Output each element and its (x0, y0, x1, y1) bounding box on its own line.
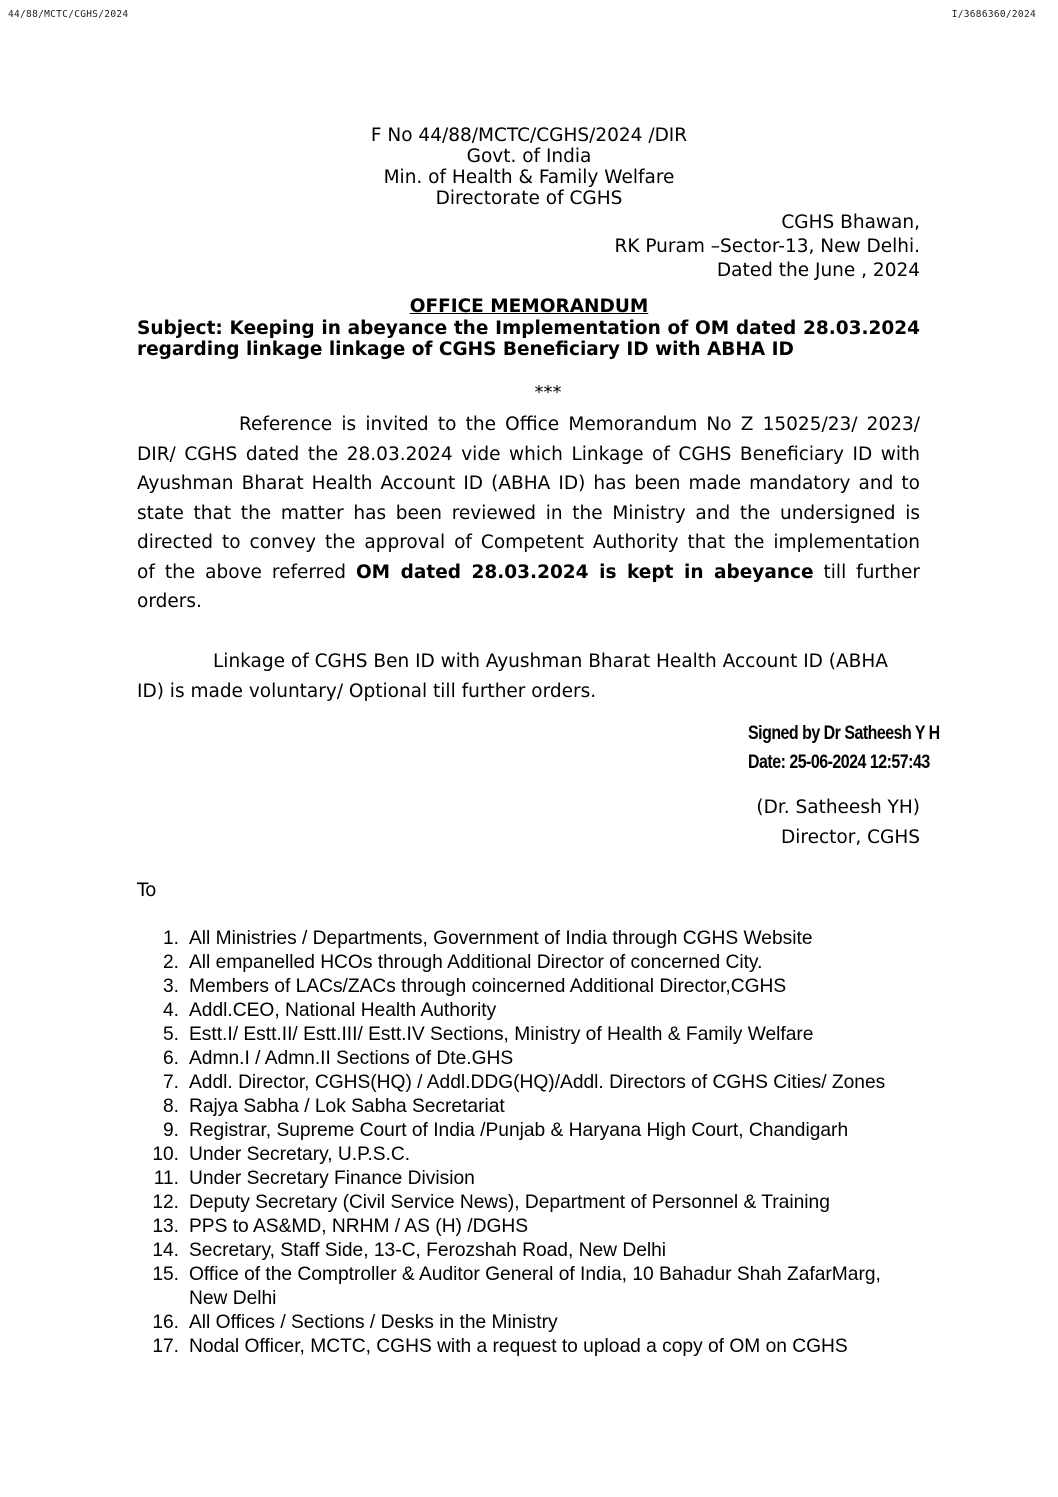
reference-text: Reference is invited to the Office Memorandum No Z 15025/23/ 2023/ DIR/ CGHS dated the 28.03.2024 vide which Linkage of CGHS Beneficiary ID with Ayushman Bharat Health Account ID (ABHA ID) has been made mandatory and to state that the matter has been reviewed in the Ministry and the undersigned is directed to convey the approval of Competent Authority that the implementation of the above referred (137, 414, 920, 583)
distribution-item-text: Nodal Officer, MCTC, CGHS with a request to upload a copy of OM on CGHS (189, 1336, 848, 1357)
distribution-item-number: 2. (162, 952, 179, 973)
digital-signature-date: Date: 25-06-2024 12:57:43 (748, 752, 930, 773)
distribution-item-text: All empanelled HCOs through Additional Director of concerned City. (189, 952, 763, 973)
separator-stars: *** (534, 382, 562, 403)
address-line-2: RK Puram –Sector-13, New Delhi. (614, 236, 920, 257)
reference-paragraph (137, 410, 920, 617)
distribution-item (0, 1263, 919, 1311)
distribution-item-text: Deputy Secretary (Civil Service News), Department of Personnel & Training (189, 1192, 830, 1213)
reference-ending: till further orders. (137, 561, 920, 612)
distribution-item-number: 16. (152, 1312, 179, 1333)
distribution-item (0, 1023, 919, 1047)
distribution-item (0, 1335, 919, 1359)
distribution-item (0, 1239, 919, 1263)
address-line-1: CGHS Bhawan, (781, 212, 920, 233)
distribution-item-number: 3. (162, 976, 179, 997)
distribution-item (0, 1215, 919, 1239)
distribution-item-number: 13. (152, 1216, 179, 1237)
dated-line: Dated the June , 2024 (716, 260, 920, 281)
distribution-item (0, 1191, 919, 1215)
letterhead (0, 125, 1058, 209)
distribution-item (0, 1047, 919, 1071)
distribution-item-text: Rajya Sabha / Lok Sabha Secretariat (189, 1096, 505, 1117)
distribution-item (0, 1119, 919, 1143)
file-number-stamp: 44/88/MCTC/CGHS/2024 (8, 9, 129, 20)
distribution-item-number: 7. (162, 1072, 179, 1093)
distribution-item-text: Under Secretary, U.P.S.C. (189, 1144, 411, 1165)
distribution-item-number: 14. (152, 1240, 179, 1261)
signatory-block (756, 793, 920, 853)
distribution-item-text: PPS to AS&MD, NRHM / AS (H) /DGHS (189, 1216, 529, 1237)
signatory-designation: Director, CGHS (781, 827, 920, 848)
distribution-item-number: 8. (162, 1096, 179, 1117)
directorate-name: Directorate of CGHS (435, 188, 623, 209)
distribution-item-text: Office of the Comptroller & Auditor General of India, 10 Bahadur Shah ZafarMarg, New Delhi (189, 1264, 881, 1309)
distribution-item-number: 11. (153, 1168, 179, 1189)
distribution-item (0, 975, 919, 999)
distribution-item-number: 17. (152, 1336, 179, 1357)
distribution-item (0, 1167, 919, 1191)
distribution-item-number: 15. (152, 1264, 179, 1285)
distribution-item-number: 6. (162, 1048, 179, 1069)
distribution-item (0, 999, 919, 1023)
distribution-item-number: 10. (152, 1144, 179, 1165)
distribution-item-text: All Offices / Sections / Desks in the Ministry (189, 1312, 558, 1333)
distribution-item-text: Admn.I / Admn.II Sections of Dte.GHS (189, 1048, 514, 1069)
to-label: To (137, 880, 157, 901)
distribution-item-text: Registrar, Supreme Court of India /Punjab & Haryana High Court, Chandigarh (189, 1120, 849, 1141)
distribution-item (0, 1311, 919, 1335)
digital-signature-signed-by: Signed by Dr Satheesh Y H (748, 723, 940, 744)
distribution-item-number: 4. (162, 1000, 179, 1021)
distribution-item-text: All Ministries / Departments, Government of India through CGHS Website (189, 928, 813, 949)
office-address (614, 211, 920, 283)
distribution-item-number: 12. (152, 1192, 179, 1213)
distribution-item (0, 1095, 919, 1119)
distribution-list (0, 927, 1058, 1359)
distribution-item (0, 1143, 919, 1167)
distribution-item-text: Addl.CEO, National Health Authority (189, 1000, 497, 1021)
distribution-item-number: 9. (162, 1120, 179, 1141)
distribution-item-text: Under Secretary Finance Division (189, 1168, 475, 1189)
file-number: F No 44/88/MCTC/CGHS/2024 /DIR (370, 125, 688, 146)
abeyance-highlight: OM dated 28.03.2024 is kept in abeyance (355, 561, 814, 583)
signatory-name: (Dr. Satheesh YH) (756, 797, 920, 818)
receipt-number-stamp: I/3686360/2024 (951, 9, 1036, 20)
distribution-item (0, 1071, 919, 1095)
distribution-item-number: 1. (162, 928, 179, 949)
distribution-item-text: Secretary, Staff Side, 13-C, Ferozshah Road, New Delhi (189, 1240, 667, 1261)
distribution-item (0, 951, 919, 975)
distribution-item-number: 5. (162, 1024, 179, 1045)
govt-of-india: Govt. of India (466, 146, 592, 167)
distribution-item-text: Addl. Director, CGHS(HQ) / Addl.DDG(HQ)/Addl. Directors of CGHS Cities/ Zones (189, 1072, 886, 1093)
voluntary-paragraph: Linkage of CGHS Ben ID with Ayushman Bharat Health Account ID (ABHA ID) is made voluntary/ Optional till further orders. (137, 651, 888, 702)
distribution-item-text: Members of LACs/ZACs through coincerned Additional Director,CGHS (189, 976, 787, 997)
distribution-item-text: Estt.I/ Estt.II/ Estt.III/ Estt.IV Sections, Ministry of Health & Family Welfare (189, 1024, 814, 1045)
memo-subject: Subject: Keeping in abeyance the Implementation of OM dated 28.03.2024 regarding linkage linkage of CGHS Beneficiary ID with ABHA ID (137, 318, 920, 360)
ministry-name: Min. of Health & Family Welfare (383, 167, 675, 188)
memo-title: OFFICE MEMORANDUM (409, 296, 649, 317)
distribution-item (0, 927, 919, 951)
